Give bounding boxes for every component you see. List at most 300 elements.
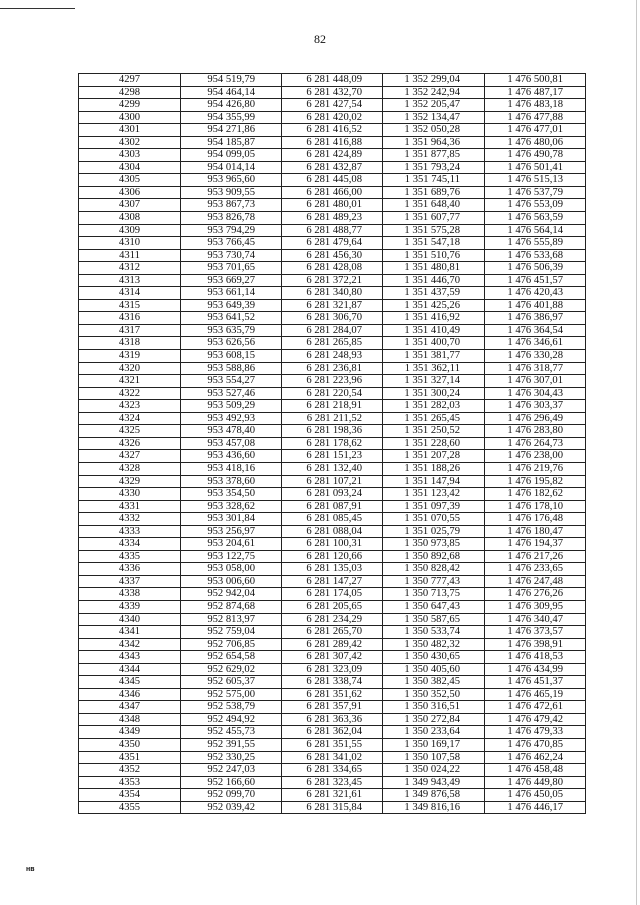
table-cell: 1 476 555,89 [485, 237, 586, 250]
table-cell: 1 476 458,48 [485, 764, 586, 777]
table-cell: 1 476 386,97 [485, 312, 586, 325]
table-cell: 4306 [79, 186, 181, 199]
table-cell: 6 281 432,70 [282, 86, 383, 99]
table-row [79, 738, 586, 751]
table-cell: 1 352 134,47 [383, 111, 485, 124]
table-cell: 6 281 372,21 [282, 274, 383, 287]
table-cell: 6 281 456,30 [282, 249, 383, 262]
table-cell: 1 351 400,70 [383, 337, 485, 350]
table-cell: 1 476 487,17 [485, 86, 586, 99]
table-cell: 1 351 793,24 [383, 161, 485, 174]
table-cell: 6 281 432,87 [282, 161, 383, 174]
table-cell: 6 281 223,96 [282, 375, 383, 388]
table-cell: 1 351 648,40 [383, 199, 485, 212]
table-cell: 953 418,16 [181, 462, 282, 475]
table-cell: 1 476 264,73 [485, 437, 586, 450]
table-cell: 953 641,52 [181, 312, 282, 325]
table-cell: 4322 [79, 387, 181, 400]
table-cell: 6 281 307,42 [282, 651, 383, 664]
table-cell: 1 476 515,13 [485, 174, 586, 187]
table-cell: 1 476 233,65 [485, 563, 586, 576]
table-cell: 1 476 309,95 [485, 600, 586, 613]
table-body [79, 74, 586, 814]
table-cell: 1 476 483,18 [485, 99, 586, 112]
table-cell: 953 730,74 [181, 249, 282, 262]
table-cell: 1 350 382,45 [383, 676, 485, 689]
table-cell: 952 874,68 [181, 600, 282, 613]
table-cell: 1 476 238,00 [485, 450, 586, 463]
table-cell: 1 476 506,39 [485, 262, 586, 275]
table-cell: 4351 [79, 751, 181, 764]
table-cell: 6 281 085,45 [282, 513, 383, 526]
table-row [79, 387, 586, 400]
table-row [79, 74, 586, 87]
table-cell: 1 351 510,76 [383, 249, 485, 262]
table-cell: 1 350 647,43 [383, 600, 485, 613]
table-cell: 1 350 169,17 [383, 738, 485, 751]
table-cell: 1 476 364,54 [485, 324, 586, 337]
table-cell: 953 867,73 [181, 199, 282, 212]
table-cell: 4347 [79, 701, 181, 714]
table-cell: 4318 [79, 337, 181, 350]
table-cell: 1 351 547,18 [383, 237, 485, 250]
table-cell: 1 476 195,82 [485, 475, 586, 488]
table-cell: 1 351 437,59 [383, 287, 485, 300]
table-cell: 4349 [79, 726, 181, 739]
table-cell: 953 204,61 [181, 538, 282, 551]
table-cell: 4344 [79, 663, 181, 676]
table-cell: 1 352 050,28 [383, 124, 485, 137]
table-cell: 6 281 362,04 [282, 726, 383, 739]
table-row [79, 713, 586, 726]
table-cell: 4346 [79, 688, 181, 701]
table-row [79, 701, 586, 714]
table-row [79, 575, 586, 588]
table-cell: 1 351 327,14 [383, 375, 485, 388]
table-cell: 4297 [79, 74, 181, 87]
table-cell: 1 476 500,81 [485, 74, 586, 87]
table-cell: 4324 [79, 412, 181, 425]
table-row [79, 500, 586, 513]
table-row [79, 412, 586, 425]
table-cell: 4341 [79, 626, 181, 639]
table-row [79, 99, 586, 112]
page-number: 82 [314, 32, 326, 46]
coordinates-table [78, 73, 586, 814]
table-cell: 4310 [79, 237, 181, 250]
table-cell: 4335 [79, 550, 181, 563]
table-cell: 1 351 381,77 [383, 350, 485, 363]
table-cell: 1 350 713,75 [383, 588, 485, 601]
table-cell: 1 350 405,60 [383, 663, 485, 676]
table-row [79, 199, 586, 212]
table-cell: 1 476 330,28 [485, 350, 586, 363]
table-cell: 4316 [79, 312, 181, 325]
table-cell: 4338 [79, 588, 181, 601]
table-cell: 1 351 446,70 [383, 274, 485, 287]
table-cell: 1 476 501,41 [485, 161, 586, 174]
table-cell: 6 281 306,70 [282, 312, 383, 325]
table-cell: 4300 [79, 111, 181, 124]
table-cell: 1 351 123,42 [383, 488, 485, 501]
table-cell: 952 654,58 [181, 651, 282, 664]
table-cell: 953 608,15 [181, 350, 282, 363]
table-cell: 4348 [79, 713, 181, 726]
table-cell: 4334 [79, 538, 181, 551]
table-cell: 6 281 428,08 [282, 262, 383, 275]
table-cell: 4301 [79, 124, 181, 137]
table-cell: 952 330,25 [181, 751, 282, 764]
table-cell: 1 476 418,53 [485, 651, 586, 664]
table-row [79, 462, 586, 475]
table-cell: 1 350 533,74 [383, 626, 485, 639]
table-cell: 1 476 346,61 [485, 337, 586, 350]
table-cell: 6 281 448,09 [282, 74, 383, 87]
table-cell: 1 351 025,79 [383, 525, 485, 538]
table-cell: 1 350 973,85 [383, 538, 485, 551]
table-cell: 4355 [79, 801, 181, 814]
table-cell: 4320 [79, 362, 181, 375]
table-cell: 954 014,14 [181, 161, 282, 174]
table-cell: 1 476 219,76 [485, 462, 586, 475]
table-cell: 6 281 338,74 [282, 676, 383, 689]
table-cell: 6 281 087,91 [282, 500, 383, 513]
table-cell: 6 281 420,02 [282, 111, 383, 124]
table-row [79, 663, 586, 676]
table-cell: 1 476 276,26 [485, 588, 586, 601]
table-cell: 953 436,60 [181, 450, 282, 463]
table-cell: 1 476 564,14 [485, 224, 586, 237]
page-edge-line [636, 0, 637, 905]
table-cell: 6 281 198,36 [282, 425, 383, 438]
table-cell: 6 281 315,84 [282, 801, 383, 814]
table-cell: 4353 [79, 776, 181, 789]
table-cell: 6 281 147,27 [282, 575, 383, 588]
table-row [79, 425, 586, 438]
table-cell: 1 350 316,51 [383, 701, 485, 714]
table-row [79, 312, 586, 325]
table-row [79, 475, 586, 488]
table-cell: 1 351 362,11 [383, 362, 485, 375]
table-cell: 4298 [79, 86, 181, 99]
table-row [79, 174, 586, 187]
table-cell: 4331 [79, 500, 181, 513]
table-cell: 1 349 876,58 [383, 789, 485, 802]
table-cell: 954 464,14 [181, 86, 282, 99]
table-cell: 4350 [79, 738, 181, 751]
table-cell: 4312 [79, 262, 181, 275]
table-cell: 6 281 334,65 [282, 764, 383, 777]
table-cell: 6 281 218,91 [282, 400, 383, 413]
table-cell: 6 281 427,54 [282, 99, 383, 112]
table-cell: 1 476 479,42 [485, 713, 586, 726]
table-cell: 1 351 188,26 [383, 462, 485, 475]
table-cell: 4326 [79, 437, 181, 450]
table-cell: 4299 [79, 99, 181, 112]
table-cell: 1 350 272,84 [383, 713, 485, 726]
table-cell: 1 351 575,28 [383, 224, 485, 237]
table-cell: 1 350 430,65 [383, 651, 485, 664]
table-cell: 6 281 480,01 [282, 199, 383, 212]
table-cell: 954 271,86 [181, 124, 282, 137]
table-cell: 1 350 482,32 [383, 638, 485, 651]
table-row [79, 550, 586, 563]
table-cell: 1 350 107,58 [383, 751, 485, 764]
table-cell: 4333 [79, 525, 181, 538]
table-cell: 953 301,84 [181, 513, 282, 526]
table-row [79, 437, 586, 450]
table-row [79, 688, 586, 701]
table-cell: 6 281 323,45 [282, 776, 383, 789]
table-cell: 4342 [79, 638, 181, 651]
table-cell: 953 794,29 [181, 224, 282, 237]
table-row [79, 776, 586, 789]
table-row [79, 450, 586, 463]
table-cell: 952 538,79 [181, 701, 282, 714]
table-cell: 6 281 265,85 [282, 337, 383, 350]
table-cell: 1 352 299,04 [383, 74, 485, 87]
table-row [79, 136, 586, 149]
table-cell: 6 281 135,03 [282, 563, 383, 576]
table-cell: 1 476 450,05 [485, 789, 586, 802]
table-cell: 954 426,80 [181, 99, 282, 112]
table-cell: 6 281 234,29 [282, 613, 383, 626]
table-cell: 6 281 289,42 [282, 638, 383, 651]
table-cell: 6 281 236,81 [282, 362, 383, 375]
table-cell: 1 476 303,37 [485, 400, 586, 413]
table-row [79, 764, 586, 777]
table-cell: 954 519,79 [181, 74, 282, 87]
table-cell: 1 476 477,01 [485, 124, 586, 137]
table-cell: 4328 [79, 462, 181, 475]
table-cell: 1 476 553,09 [485, 199, 586, 212]
table-cell: 6 281 445,08 [282, 174, 383, 187]
table-cell: 4329 [79, 475, 181, 488]
table-cell: 1 476 398,91 [485, 638, 586, 651]
table-cell: 4352 [79, 764, 181, 777]
table-row [79, 676, 586, 689]
table-cell: 1 351 147,94 [383, 475, 485, 488]
table-cell: 1 476 537,79 [485, 186, 586, 199]
table-cell: 4330 [79, 488, 181, 501]
table-cell: 1 351 207,28 [383, 450, 485, 463]
table-cell: 6 281 220,54 [282, 387, 383, 400]
table-cell: 952 605,37 [181, 676, 282, 689]
table-cell: 953 478,40 [181, 425, 282, 438]
table-cell: 953 965,60 [181, 174, 282, 187]
table-cell: 6 281 120,66 [282, 550, 383, 563]
table-row [79, 638, 586, 651]
table-cell: 6 281 341,02 [282, 751, 383, 764]
table-cell: 953 058,00 [181, 563, 282, 576]
table-cell: 1 476 217,26 [485, 550, 586, 563]
table-cell: 952 706,85 [181, 638, 282, 651]
table-cell: 952 629,02 [181, 663, 282, 676]
table-cell: 952 494,92 [181, 713, 282, 726]
table-cell: 6 281 151,23 [282, 450, 383, 463]
table-row [79, 600, 586, 613]
table-row [79, 124, 586, 137]
table-cell: 1 476 178,10 [485, 500, 586, 513]
table-cell: 4317 [79, 324, 181, 337]
table-row [79, 212, 586, 225]
table-row [79, 86, 586, 99]
table-cell: 4302 [79, 136, 181, 149]
table-cell: 1 476 304,43 [485, 387, 586, 400]
table-cell: 953 122,75 [181, 550, 282, 563]
table-cell: 953 626,56 [181, 337, 282, 350]
table-cell: 6 281 265,70 [282, 626, 383, 639]
table-cell: 1 351 607,77 [383, 212, 485, 225]
table-row [79, 801, 586, 814]
table-cell: 1 476 470,85 [485, 738, 586, 751]
table-cell: 6 281 132,40 [282, 462, 383, 475]
table-cell: 952 575,00 [181, 688, 282, 701]
table-cell: 4343 [79, 651, 181, 664]
table-cell: 952 099,70 [181, 789, 282, 802]
table-cell: 1 476 182,62 [485, 488, 586, 501]
table-row [79, 626, 586, 639]
table-cell: 952 247,03 [181, 764, 282, 777]
table-cell: 1 351 745,11 [383, 174, 485, 187]
table-cell: 4308 [79, 212, 181, 225]
table-cell: 953 826,78 [181, 212, 282, 225]
table-row [79, 249, 586, 262]
table-cell: 6 281 093,24 [282, 488, 383, 501]
top-rule [0, 8, 75, 9]
table-cell: 1 350 828,42 [383, 563, 485, 576]
table-cell: 953 766,45 [181, 237, 282, 250]
table-cell: 953 701,65 [181, 262, 282, 275]
table-row [79, 513, 586, 526]
table-cell: 952 166,60 [181, 776, 282, 789]
table-row [79, 161, 586, 174]
table-cell: 953 378,60 [181, 475, 282, 488]
table-cell: 6 281 416,52 [282, 124, 383, 137]
table-cell: 1 476 462,24 [485, 751, 586, 764]
table-cell: 1 476 296,49 [485, 412, 586, 425]
table-cell: 6 281 321,87 [282, 299, 383, 312]
table-cell: 953 492,93 [181, 412, 282, 425]
table-cell: 1 351 282,03 [383, 400, 485, 413]
table-cell: 953 649,39 [181, 299, 282, 312]
table-cell: 1 351 416,92 [383, 312, 485, 325]
table-row [79, 751, 586, 764]
table-cell: 953 457,08 [181, 437, 282, 450]
table-row [79, 111, 586, 124]
table-cell: 952 391,55 [181, 738, 282, 751]
table-cell: 1 351 877,85 [383, 149, 485, 162]
table-cell: 6 281 088,04 [282, 525, 383, 538]
table-cell: 1 349 816,16 [383, 801, 485, 814]
table-cell: 953 588,86 [181, 362, 282, 375]
table-cell: 4332 [79, 513, 181, 526]
table-cell: 4311 [79, 249, 181, 262]
table-cell: 6 281 363,36 [282, 713, 383, 726]
table-cell: 6 281 351,62 [282, 688, 383, 701]
table-cell: 953 527,46 [181, 387, 282, 400]
table-cell: 1 476 465,19 [485, 688, 586, 701]
footer-mark: нв [26, 866, 35, 873]
table-cell: 6 281 357,91 [282, 701, 383, 714]
table-cell: 1 476 307,01 [485, 375, 586, 388]
table-row [79, 237, 586, 250]
table-cell: 952 813,97 [181, 613, 282, 626]
table-cell: 1 350 024,22 [383, 764, 485, 777]
table-cell: 6 281 466,00 [282, 186, 383, 199]
table-cell: 953 669,27 [181, 274, 282, 287]
table-cell: 4319 [79, 350, 181, 363]
table-cell: 6 281 416,88 [282, 136, 383, 149]
table-row [79, 613, 586, 626]
table-cell: 954 185,87 [181, 136, 282, 149]
table-cell: 1 350 777,43 [383, 575, 485, 588]
table-row [79, 563, 586, 576]
table-row [79, 186, 586, 199]
table-cell: 1 476 373,57 [485, 626, 586, 639]
table-cell: 4323 [79, 400, 181, 413]
table-row [79, 149, 586, 162]
table-cell: 4307 [79, 199, 181, 212]
table-cell: 6 281 489,23 [282, 212, 383, 225]
table-row [79, 324, 586, 337]
table-cell: 1 351 097,39 [383, 500, 485, 513]
table-cell: 4337 [79, 575, 181, 588]
table-cell: 952 455,73 [181, 726, 282, 739]
table-row [79, 488, 586, 501]
table-cell: 4340 [79, 613, 181, 626]
table-cell: 6 281 211,52 [282, 412, 383, 425]
table-cell: 1 351 410,49 [383, 324, 485, 337]
table-cell: 953 006,60 [181, 575, 282, 588]
table-cell: 953 635,79 [181, 324, 282, 337]
table-row [79, 262, 586, 275]
table-cell: 6 281 323,09 [282, 663, 383, 676]
table-cell: 6 281 174,05 [282, 588, 383, 601]
table-cell: 1 349 943,49 [383, 776, 485, 789]
table-row [79, 525, 586, 538]
table-cell: 6 281 479,64 [282, 237, 383, 250]
table-cell: 1 476 533,68 [485, 249, 586, 262]
table-cell: 1 351 480,81 [383, 262, 485, 275]
table-cell: 1 350 352,50 [383, 688, 485, 701]
table-row [79, 588, 586, 601]
table-row [79, 789, 586, 802]
table-cell: 6 281 100,31 [282, 538, 383, 551]
table-row [79, 400, 586, 413]
table-cell: 953 554,27 [181, 375, 282, 388]
table-cell: 1 476 451,57 [485, 274, 586, 287]
table-cell: 6 281 351,55 [282, 738, 383, 751]
table-row [79, 350, 586, 363]
table-cell: 1 476 490,78 [485, 149, 586, 162]
table-cell: 1 352 205,47 [383, 99, 485, 112]
table-row [79, 337, 586, 350]
table-cell: 4313 [79, 274, 181, 287]
table-cell: 1 350 892,68 [383, 550, 485, 563]
table-cell: 953 328,62 [181, 500, 282, 513]
table-cell: 6 281 107,21 [282, 475, 383, 488]
table-cell: 954 355,99 [181, 111, 282, 124]
table-cell: 952 039,42 [181, 801, 282, 814]
table-cell: 1 351 689,76 [383, 186, 485, 199]
table-cell: 4345 [79, 676, 181, 689]
table-cell: 1 476 451,37 [485, 676, 586, 689]
table-cell: 952 759,04 [181, 626, 282, 639]
table-cell: 1 476 477,88 [485, 111, 586, 124]
table-cell: 1 351 425,26 [383, 299, 485, 312]
table-cell: 4339 [79, 600, 181, 613]
